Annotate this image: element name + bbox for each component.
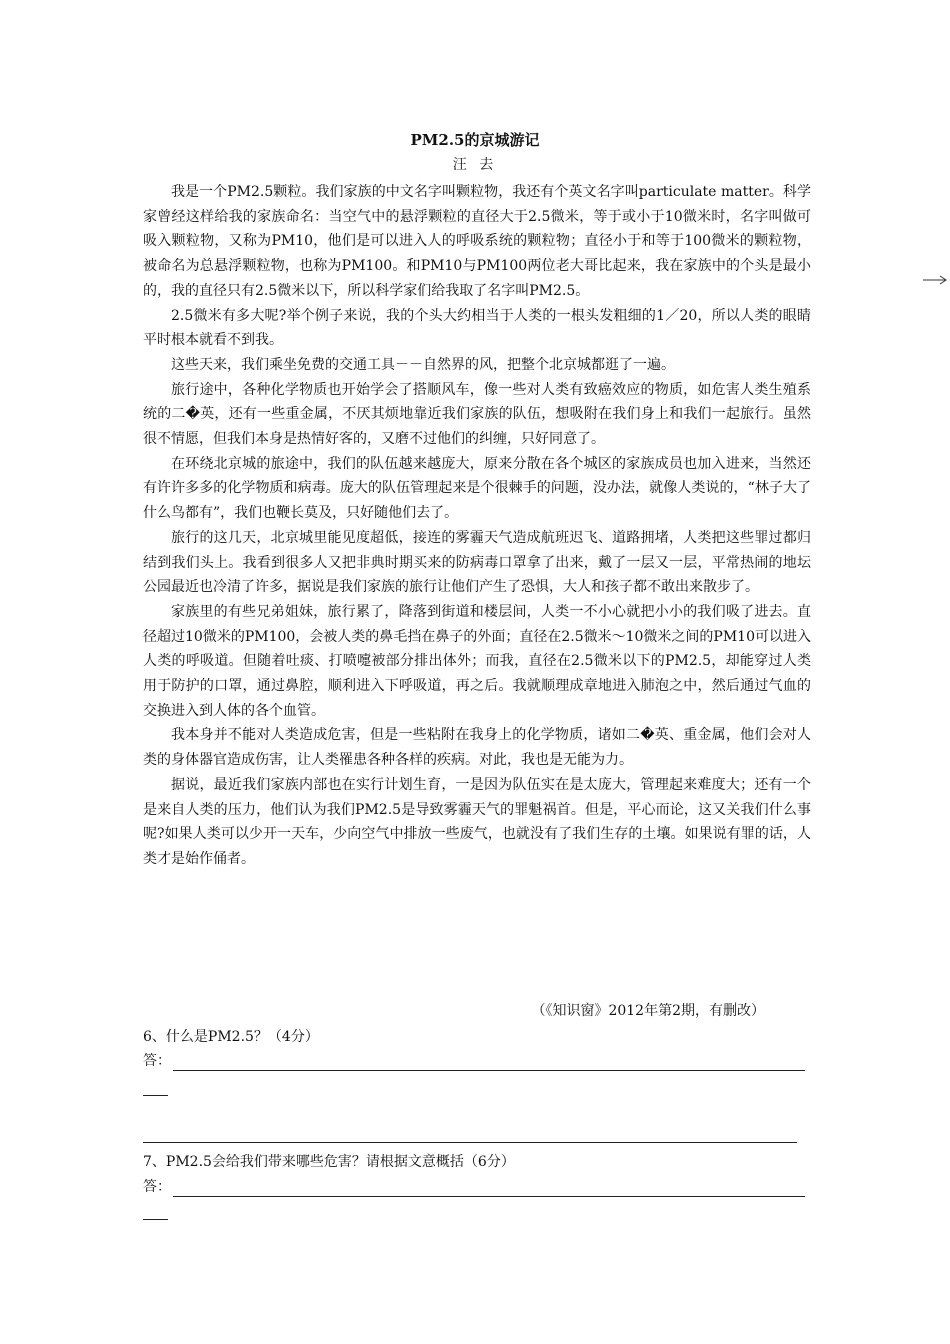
answer-line-6[interactable] (173, 1056, 805, 1071)
answer-line-extra[interactable] (143, 1142, 797, 1143)
answer-row-7 (143, 1177, 805, 1197)
article-title: PM2.5的京城游记 (410, 131, 540, 149)
paragraph: 家族里的有些兄弟姐妹，旅行累了，降落到街道和楼层间，人类一不小心就把小小的我们吸了进去。直径超过10微米的PM100，会被人类的鼻毛挡在鼻子的外面；直径在2.5微米～10微米之间的PM10可以进入人类的呼吸道。但随着吐痰、打喷嚏被部分排出体外；而我，直径在2.5微米以下的PM2.5，却能穿过人类用于防护的口罩，通过鼻腔，顺利进入下呼吸道，再之后。我就顺理成章地进入肺泡之中，然后通过气血的交换进入到人体的各个血管。 (143, 603, 811, 719)
answer-line-continuation[interactable] (143, 1219, 168, 1220)
paragraph: 旅行途中，各种化学物质也开始学会了搭顺风车，像一些对人类有致癌效应的物质，如危害人类生殖系统的二�英，还有一些重金属，不厌其烦地靠近我们家族的队伍，想吸附在我们身上和我们一起旅行。虽然很不情愿，但我们本身是热情好客的，又磨不过他们的纠缠，只好同意了。 (143, 381, 811, 448)
answer-line-continuation[interactable] (143, 1095, 168, 1096)
paragraph: 据说，最近我们家族内部也在实行计划生育，一是因为队伍实在是太庞大，管理起来难度大；还有一个是来自人类的压力，他们认为我们PM2.5是导致雾霾天气的罪魁祸首。但是，平心而论，这又关我们什么事呢?如果人类可以少开一天车，少向空气中排放一些废气，也就没有了我们生存的土壤。如果说有罪的话，人类才是始作俑者。 (143, 776, 811, 867)
paragraph: 在环绕北京城的旅途中，我们的队伍越来越庞大，原来分散在各个城区的家族成员也加入进来，当然还有许许多多的化学物质和病毒。庞大的队伍管理起来是个很棘手的问题，没办法，就像人类说的，“林子大了什么鸟都有”，我们也鞭长莫及，只好随他们去了。 (143, 455, 811, 522)
question-6: 6、什么是PM2.5？（4分） (143, 1029, 319, 1045)
paragraph: 2.5微米有多大呢?举个例子来说，我的个头大约相当于人类的一根头发粗细的1／20，所以人类的眼睛平时根本就看不到我。 (143, 307, 811, 349)
answer-line-7[interactable] (173, 1182, 805, 1197)
answer-label: 答： (143, 1053, 171, 1069)
paragraph: 我是一个PM2.5颗粒。我们家族的中文名字叫颗粒物，我还有个英文名字叫particulate matter。科学家曾经这样给我的家族命名：当空气中的悬浮颗粒的直径大于2.5微米，等于或小于10微米时，名字叫做可吸入颗粒物，又称为PM10，他们是可以进入人的呼吸系统的颗粒物；直径小于和等于100微米的颗粒物，被命名为总悬浮颗粒物，也称为PM100。和PM10与PM100两位老大哥比起来，我在家族中的个头是最小的，我的直径只有2.5微米以下，所以科学家们给我取了名字叫PM2.5。 (143, 184, 811, 299)
answer-row-6 (143, 1051, 805, 1071)
article-source: （《知识窗》2012年第2期，有删改） (531, 1003, 765, 1019)
article-author: 汪 去 (452, 157, 498, 173)
question-7: 7、PM2.5会给我们带来哪些危害？请根据文意概括（6分） (143, 1154, 515, 1170)
arrow-right-icon (922, 272, 948, 288)
article-body (143, 180, 811, 872)
answer-label: 答： (143, 1179, 171, 1195)
paragraph: 旅行的这几天，北京城里能见度超低，接连的雾霾天气造成航班迟飞、道路拥堵，人类把这些罪过都归结到我们头上。我看到很多人又把非典时期买来的防病毒口罩拿了出来，戴了一层又一层，平常热闹的地坛公园最近也冷清了许多，据说是我们家族的旅行让他们产生了恐惧，大人和孩子都不敢出来散步了。 (143, 529, 811, 596)
paragraph: 这些天来，我们乘坐免费的交通工具－－自然界的风，把整个北京城都逛了一遍。 (171, 356, 675, 373)
paragraph: 我本身并不能对人类造成危害，但是一些粘附在我身上的化学物质，诸如二�英、重金属，他们会对人类的身体器官造成伤害，让人类罹患各种各样的疾病。对此，我也是无能为力。 (143, 727, 811, 769)
